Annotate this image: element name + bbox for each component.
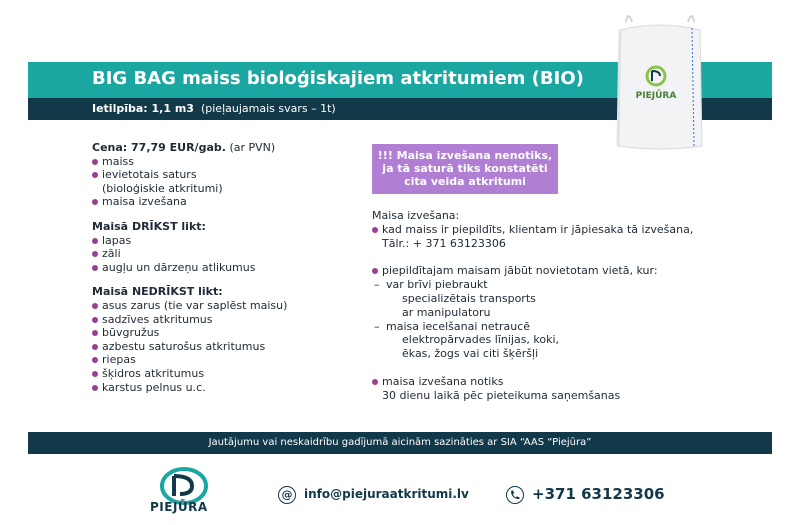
warning-line: !!! Maisa izvešana nenotiks, <box>377 149 553 162</box>
warning-line: cita veida atkritumi <box>404 175 526 188</box>
placement-list <box>372 264 752 278</box>
list-item <box>372 223 752 251</box>
forbidden-list <box>92 299 362 394</box>
placement-condition <box>372 320 752 334</box>
condition-text: elektropārvades līnijas, koki, <box>402 333 560 347</box>
condition-text: var brīvi piebraukt <box>386 278 488 292</box>
list-item: šķidros atkritumus <box>92 367 362 381</box>
forbidden-heading: Maisā NEDRĪKST likt: <box>92 285 223 299</box>
footer-note: Jautājumu vai neskaidrību gadījumā aicinām sazināties ar SIA “AAS “Piejūra” <box>28 432 772 454</box>
list-item: sadzīves atkritumus <box>92 313 362 327</box>
list-item: riepas <box>92 353 362 367</box>
list-item: zāli <box>92 247 362 261</box>
list-item: augļu un dārzeņu atlikumus <box>92 261 362 275</box>
bag-brand-text: PIEJŪRA <box>635 91 677 101</box>
list-item: lapas <box>92 234 362 248</box>
list-item: asus zarus (tie var saplēst maisu) <box>92 299 362 313</box>
price-label: Cena: 77,79 EUR/gab. <box>92 141 226 154</box>
list-item: azbestu saturošus atkritumus <box>92 340 362 354</box>
condition-text: ēkas, žogs vai citi šķēršļi <box>402 347 539 361</box>
left-column <box>92 141 362 394</box>
list-item: maisa izvešana <box>92 195 362 209</box>
right-column <box>372 209 752 403</box>
list-item: maisa izvešana notiks <box>372 375 752 389</box>
capacity-note: (pieļaujamais svars – 1t) <box>200 102 336 115</box>
list-item: piepildītajam maisam jābūt novietotam vietā, kur: <box>372 264 752 278</box>
list-item-continuation: 30 dienu laikā pēc pieteikuma saņemšanas <box>382 388 621 402</box>
logo-text: PIEJŪRA <box>150 500 208 514</box>
at-icon: @ <box>278 486 296 504</box>
list-item: maiss <box>92 155 362 169</box>
warning-line: ja tā saturā tiks konstatēti <box>382 162 548 175</box>
pickup-list <box>372 223 752 251</box>
allowed-heading: Maisā DRĪKST likt: <box>92 219 206 233</box>
list-item-continuation: (bioloģiskie atkritumi) <box>102 181 223 195</box>
big-bag-image <box>612 8 708 152</box>
condition-text: ar manipulatoru <box>402 305 491 319</box>
pickup-heading: Maisa izvešana: <box>372 209 460 222</box>
list-item: karstus pelnus u.c. <box>92 381 362 395</box>
capacity-text <box>92 102 336 115</box>
placement-condition <box>372 278 752 292</box>
capacity-label: Ietilpība: 1,1 m3 <box>92 102 194 115</box>
allowed-list <box>92 234 362 275</box>
phone-link[interactable]: +371 63123306 <box>532 485 665 503</box>
price-line <box>92 141 362 155</box>
list-item-text: kad maiss ir piepildīts, klientam ir jāpiesaka tā izvešana, <box>382 222 694 236</box>
condition-text: specializētais transports <box>402 291 536 305</box>
list-item: būvgružus <box>92 326 362 340</box>
condition-text: maisa iecelšanai netraucē <box>386 319 531 333</box>
email-link[interactable]: info@piejuraatkritumi.lv <box>304 487 469 501</box>
phone-reference: Tālr.: + 371 63123306 <box>382 236 506 250</box>
page-title: BIG BAG maiss bioloģiskajiem atkritumiem (BIO) <box>92 68 584 89</box>
price-note: (ar PVN) <box>229 141 276 154</box>
warning-box <box>372 144 558 194</box>
phone-icon <box>506 486 524 504</box>
timing-list <box>372 375 752 389</box>
list-item: ievietotais saturs <box>92 168 362 182</box>
price-includes-list <box>92 155 362 209</box>
